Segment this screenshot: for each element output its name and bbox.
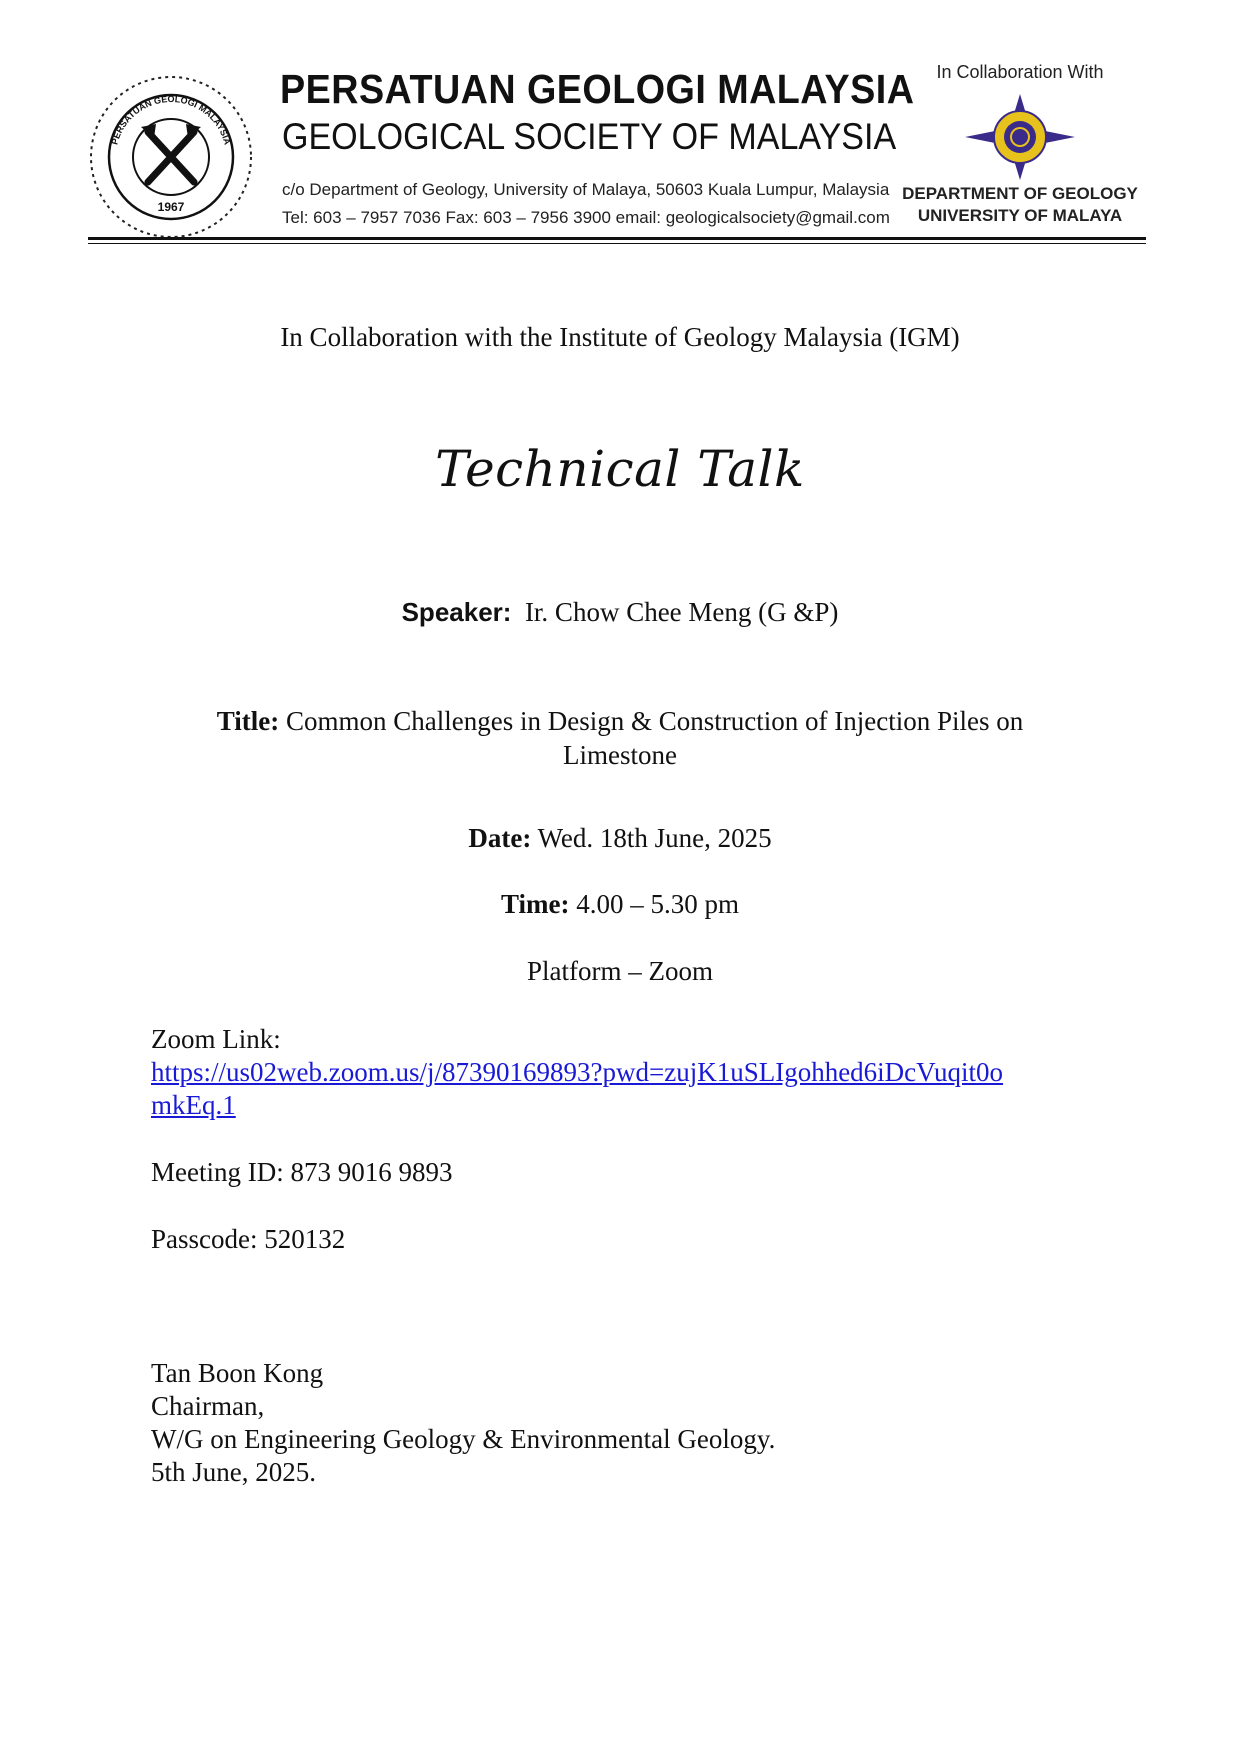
university-name: UNIVERSITY OF MALAYA [917, 206, 1123, 225]
zoom-link-label: Zoom Link: [151, 1024, 281, 1054]
collaboration-label: In Collaboration With [936, 62, 1104, 82]
org-name-english: GEOLOGICAL SOCIETY OF MALAYSIA [282, 116, 897, 157]
event-date: Wed. 18th June, 2025 [537, 823, 772, 853]
org-contact: Tel: 603 – 7957 7036 Fax: 603 – 7956 3900 email: geologicalsociety@gmail.com [282, 208, 890, 227]
platform-line: Platform – Zoom [527, 956, 713, 986]
org-address: c/o Department of Geology, University of Malaya, 50603 Kuala Lumpur, Malaysia [282, 180, 890, 199]
speaker-line [0, 597, 1240, 628]
talk-heading: Technical Talk [435, 440, 805, 498]
header-divider-thin [88, 243, 1146, 244]
time-label: Time: [500, 889, 570, 919]
passcode: Passcode: 520132 [151, 1224, 346, 1254]
signatory-group: W/G on Engineering Geology & Environmental Geology. [151, 1424, 776, 1454]
speaker-name: Ir. Chow Chee Meng (G &P) [524, 597, 839, 627]
collaboration-statement: In Collaboration with the Institute of Geology Malaysia (IGM) [280, 322, 960, 352]
letter-date: 5th June, 2025. [151, 1457, 316, 1487]
date-label: Date: [468, 823, 532, 853]
university-compass-emblem-icon [960, 92, 1080, 182]
org-name-malay: PERSATUAN GEOLOGI MALAYSIA [280, 66, 915, 112]
time-line [0, 889, 1240, 920]
talk-title-text-1: Common Challenges in Design & Construction of Injection Piles on [286, 706, 1024, 736]
zoom-link-continued[interactable]: mkEq.1 [151, 1090, 236, 1120]
event-time: 4.00 – 5.30 pm [576, 889, 739, 919]
meeting-id: Meeting ID: 873 9016 9893 [151, 1157, 453, 1187]
date-line [0, 823, 1240, 854]
signatory-name: Tan Boon Kong [151, 1358, 324, 1388]
zoom-link[interactable]: https://us02web.zoom.us/j/87390169893?pwd=zujK1uSLIgohhed6iDcVuqit0o [151, 1057, 1004, 1087]
talk-title-text-2: Limestone [563, 740, 677, 770]
svg-text:PERSATUAN GEOLOGI MALAYSIA [109, 94, 232, 146]
signatory-role: Chairman, [151, 1391, 265, 1421]
header-divider [88, 237, 1146, 240]
seal-ring-text: PERSATUAN GEOLOGI MALAYSIA [109, 93, 233, 146]
title-label: Title: [216, 706, 280, 736]
speaker-label: Speaker: [401, 597, 512, 627]
crossed-hammers-seal-icon [86, 72, 256, 242]
talk-title-line [0, 706, 1240, 737]
seal-year: 1967 [157, 200, 185, 214]
department-name: DEPARTMENT OF GEOLOGY [902, 184, 1138, 203]
